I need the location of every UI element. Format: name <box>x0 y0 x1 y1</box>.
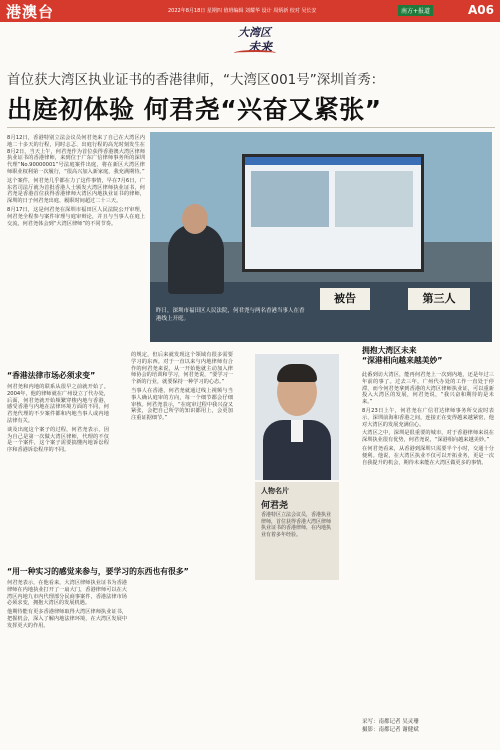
paragraph: 的规定，但后来就发现这个领域有很多需要学习的东西。对于一直以来与内地律师有合作的何君尧来说，从一开始他就主动加入律师协会的培训和学习，何君尧说，“要学习一个新的行业，就要保持一种学习的心态。” <box>131 352 233 386</box>
logo-line-1: 大湾区 <box>238 26 271 39</box>
third-party-plaque: 第三人 <box>408 288 470 310</box>
article-kicker: 首位获大湾区执业证书的香港律师，“大湾区001号”深圳首秀： <box>7 72 385 88</box>
video-screen <box>242 154 424 272</box>
paragraph: 这个案件，何君尧几乎都在力了这件事情，早在7月6日，广东省司法厅就为首批香港人士颁发大湾区律师执业证书，何君尧是香港首位获得香港律师大湾区内地执业证书的律师，深圳的日子何君尧出庭、履职时间超过二十三天。 <box>7 177 145 205</box>
body-column-2 <box>131 352 233 424</box>
paragraph: 8月23日上午，何君尧在广信君达律师事务所交流时表示，深圳前海和香港之间，连接正在变得越来越紧密，他对大湾区的发展充满信心。 <box>362 407 494 428</box>
profile-label: 人物名片 <box>261 487 289 495</box>
defendant-plaque: 被告 <box>320 288 370 310</box>
profile-card <box>255 482 339 580</box>
lawyer-figure <box>168 224 224 294</box>
paragraph: 当事人在香港，何君尧就通过线上视频与当事人确认庭审的方向，每一个细节都会仔细审核。何君尧表示，“在庭审过程中我兴奋又紧张，会把自己所学的知识都用上，会更加注重证据细节。” <box>131 387 233 422</box>
paragraph: 8月12日，香港特别立法会议员何君尧来了自己在大湾区内地二十多天的行程，同时忐忑、出庭行程的高光时刻发生在8月2日，当天上午，何君尧作为首位获得香港澳大湾区律师执业证书的香港律师，来到位于广东广信律师事务所的深圳代理“No.90000001”号法庭案件出庭，将在新区大湾区律师职业权利第一次履行，“很高兴加入新家庭，我充满期待。” <box>7 135 145 175</box>
section-tag: 南方+报道 <box>398 5 433 16</box>
photo-caption: 昨日，深圳市福田区人民法院，何君尧与两名香港当事人在香港线上开庭。 <box>156 308 305 322</box>
greater-bay-area-logo <box>234 24 278 58</box>
headline-divider <box>7 127 495 128</box>
body-column-3 <box>7 580 127 632</box>
paragraph: 何君尧表示，在他看来，大湾区律师执业证书为香港律师在内地执业打开了一扇大门，香港律师可以在大湾区内地九市内代理部分民商事案件，香港法律市场必须求变，拥抱大湾区的发展机遇。 <box>7 580 127 607</box>
body-column-1 <box>7 384 109 456</box>
section-brand: 港澳台 <box>6 3 55 21</box>
profile-name: 何君尧 <box>261 501 289 511</box>
paragraph: 大湾区之中，深圳是很重要的城市，对于香港律师来说在深圳执业很有优势，何君尧说，“深港相向越来越美妙。” <box>362 430 494 444</box>
article-headline: 出庭初体验 何君尧“兴奋又紧张” <box>7 95 382 124</box>
sidebar-title: 拥抱大湾区未来 “深港相向越来越美妙” <box>362 346 443 365</box>
paragraph: 何君尧和内地的联系从很早之前就开始了。2004年，他的律师就在广州设立了代办处，后面，何君尧就开始频繁穿梭内地与香港，感受香港与内地在法律环境方面的不同，何君尧代理的不少案件都和内地当事人或内地法律有关。 <box>7 384 109 424</box>
logo-line-2: 未来 <box>248 40 273 54</box>
paragraph: 8月17日，这是何君尧在深圳市福田区人民法院公开审理，何君尧全程参与案件审理与庭审辩论，并且与当事人在庭上交流，何君尧体会到“大湾区律师”的不同节奏。 <box>7 206 145 227</box>
lead-paragraphs <box>7 135 145 229</box>
paragraph: 此番到访大湾区，能再何君尧上一次到内地，还是年过三年前的事了。过去三年，广州代办处的工作一直处于停滞，而今何君尧拿到香港的大湾区律师执业证，可以重新投入大湾区的发展，何君尧说，“我兴奋和期待的是未来。” <box>362 372 494 406</box>
subheading: “香港法律市场必须求变” <box>7 371 96 380</box>
page-number: A06 <box>468 3 494 17</box>
sidebar-body <box>362 372 494 468</box>
profile-bio: 香港特区立法会议员，香港执业律师，首位获得香港大湾区律师执业证书的香港律师，在内地执业有着多年经验。 <box>261 512 332 538</box>
issue-meta: 2022年8月18日 星期四 值班编辑 刘耀华 设计 周炳新 校对 吴长安 <box>168 8 317 14</box>
logo-swoosh <box>234 50 276 56</box>
subheading: “用一种实习的感觉来参与，要学习的东西也有很多” <box>7 567 189 576</box>
paragraph: 谈及出庭这个案子的过程，何君尧表示，因为自己是第一次做大湾区律师，代理的不仅是一个案件，这个案子需要搞懂内地诉讼程序和香港诉讼程序的不同。 <box>7 426 109 454</box>
paragraph: 他期待能有更多香港律师取得大湾区律师执业证书，把握机会，深入了解内地法律环境，在大湾区发展中发挥更大的作用。 <box>7 609 127 629</box>
courtroom-photo <box>150 132 492 342</box>
paragraph: 在何君尧看来，从香港到深圳只需要半个小时，交通十分便利。他说，在大湾区执业不仅可以开拓业务，更是一次自我提升的机会，期待未来能在大湾区做更多的事情。 <box>362 445 494 466</box>
byline: 采写：南都记者 吴灵珊 摄影：南都记者 谢健斌 <box>362 719 419 733</box>
newspaper-masthead <box>0 0 500 22</box>
portrait-photo <box>255 354 339 480</box>
